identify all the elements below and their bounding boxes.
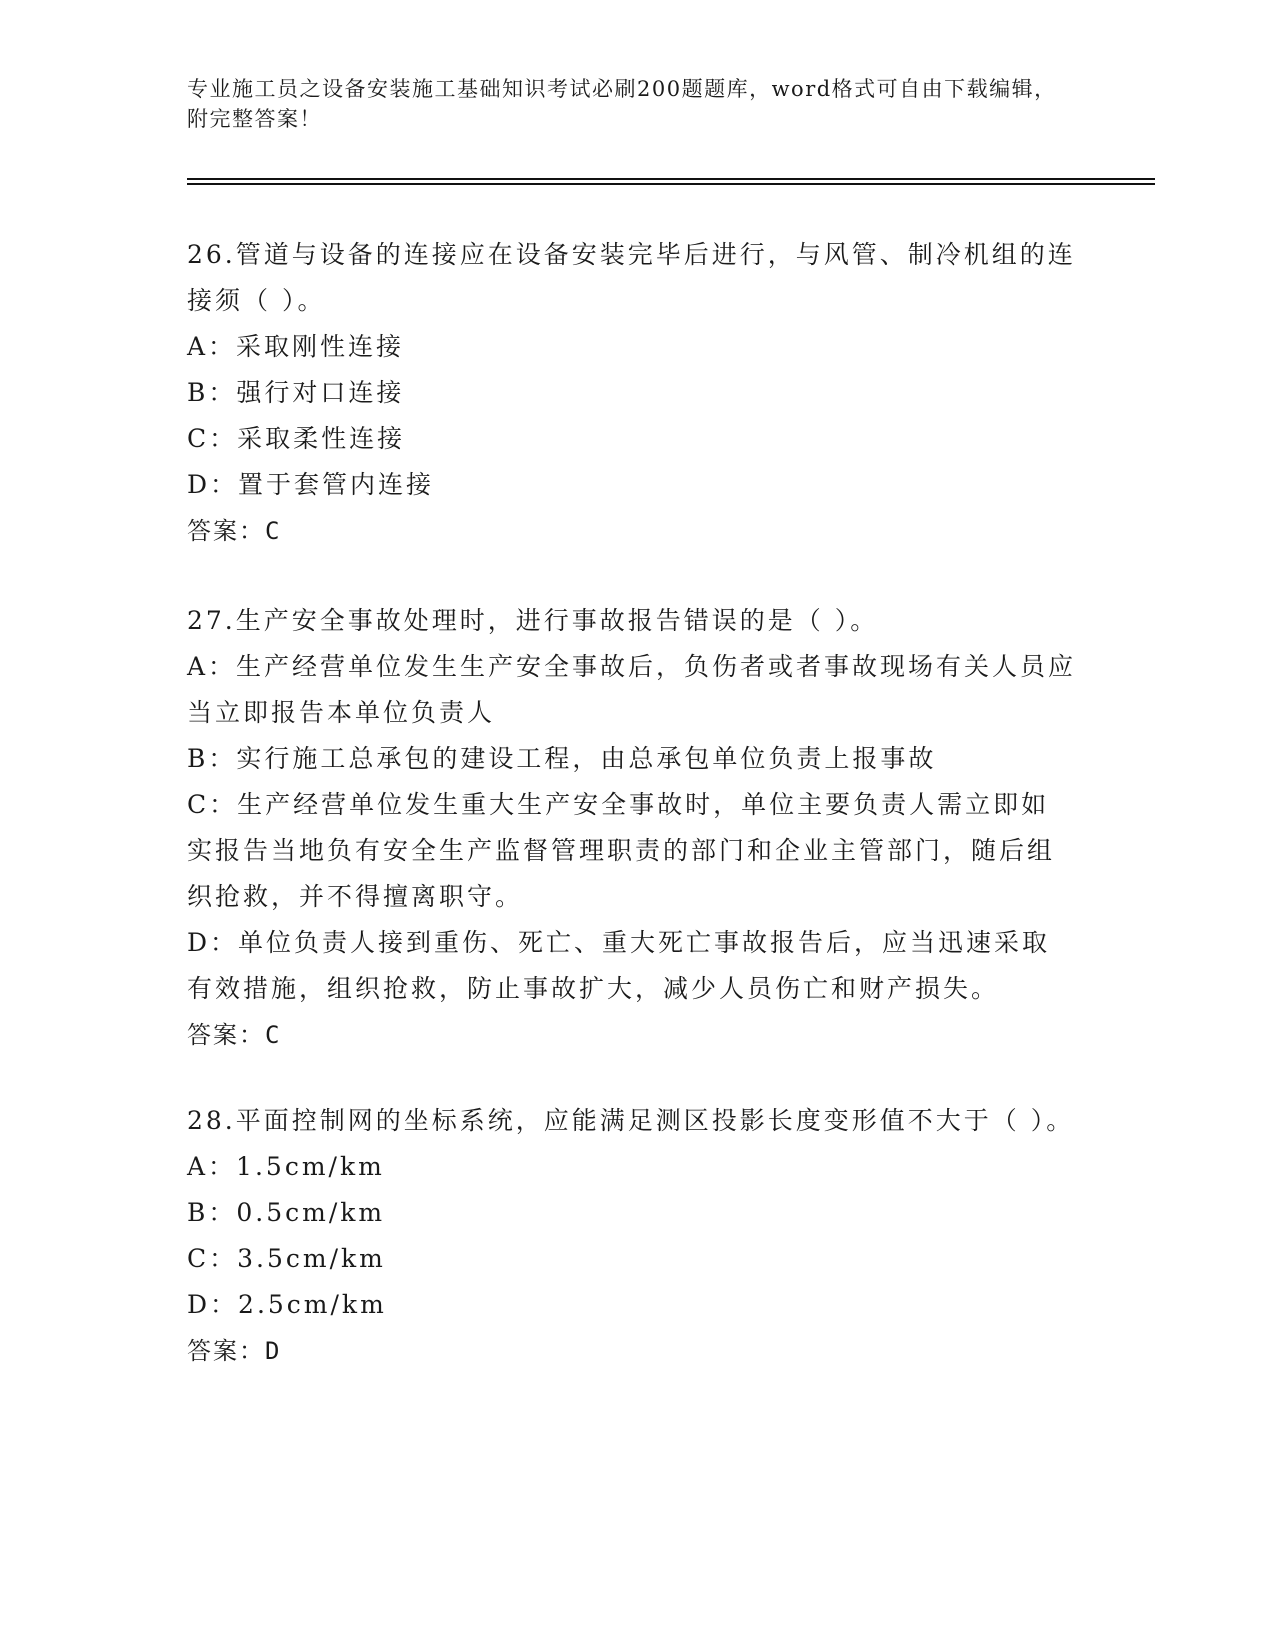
option-b: B：0.5cm/km — [187, 1198, 386, 1227]
option-d: D：2.5cm/km — [187, 1290, 387, 1319]
question-stem: 28.平面控制网的坐标系统，应能满足测区投影长度变形值不大于（ ）。 — [187, 1106, 1075, 1135]
option-c: C：采取柔性连接 — [187, 424, 406, 453]
option-d: D：置于套管内连接 — [187, 470, 435, 499]
option-c: C：3.5cm/km — [187, 1244, 386, 1273]
document-header — [187, 74, 1067, 134]
option-a: A：生产经营单位发生生产安全事故后，负伤者或者事故现场有关人员应当立即报告本单位负责人 — [187, 652, 1077, 727]
answer: 答案：C — [187, 517, 282, 545]
question-stem: 27.生产安全事故处理时，进行事故报告错误的是（ ）。 — [187, 606, 879, 635]
question-28 — [187, 1098, 1077, 1374]
option-d: D：单位负责人接到重伤、死亡、重大死亡事故报告后，应当迅速采取有效措施，组织抢救，防止事故扩大，减少人员伤亡和财产损失。 — [187, 928, 1051, 1003]
question-stem: 26.管道与设备的连接应在设备安装完毕后进行，与风管、制冷机组的连接须（ ）。 — [187, 240, 1076, 315]
answer: 答案：C — [187, 1021, 282, 1049]
option-c: C：生产经营单位发生重大生产安全事故时，单位主要负责人需立即如实报告当地负有安全生产监督管理职责的部门和企业主管部门，随后组织抢救，并不得擅离职守。 — [187, 790, 1056, 911]
option-a: A：1.5cm/km — [187, 1152, 385, 1181]
option-b: B：强行对口连接 — [187, 378, 405, 407]
question-27 — [187, 598, 1077, 1058]
option-b: B：实行施工总承包的建设工程，由总承包单位负责上报事故 — [187, 744, 937, 773]
header-divider-top — [187, 178, 1155, 180]
question-26 — [187, 232, 1077, 554]
header-text: 专业施工员之设备安装施工基础知识考试必刷200题题库，word格式可自由下载编辑，附完整答案！ — [187, 77, 1057, 131]
option-a: A：采取刚性连接 — [187, 332, 405, 361]
header-divider-bottom — [187, 183, 1155, 185]
answer: 答案：D — [187, 1337, 282, 1365]
